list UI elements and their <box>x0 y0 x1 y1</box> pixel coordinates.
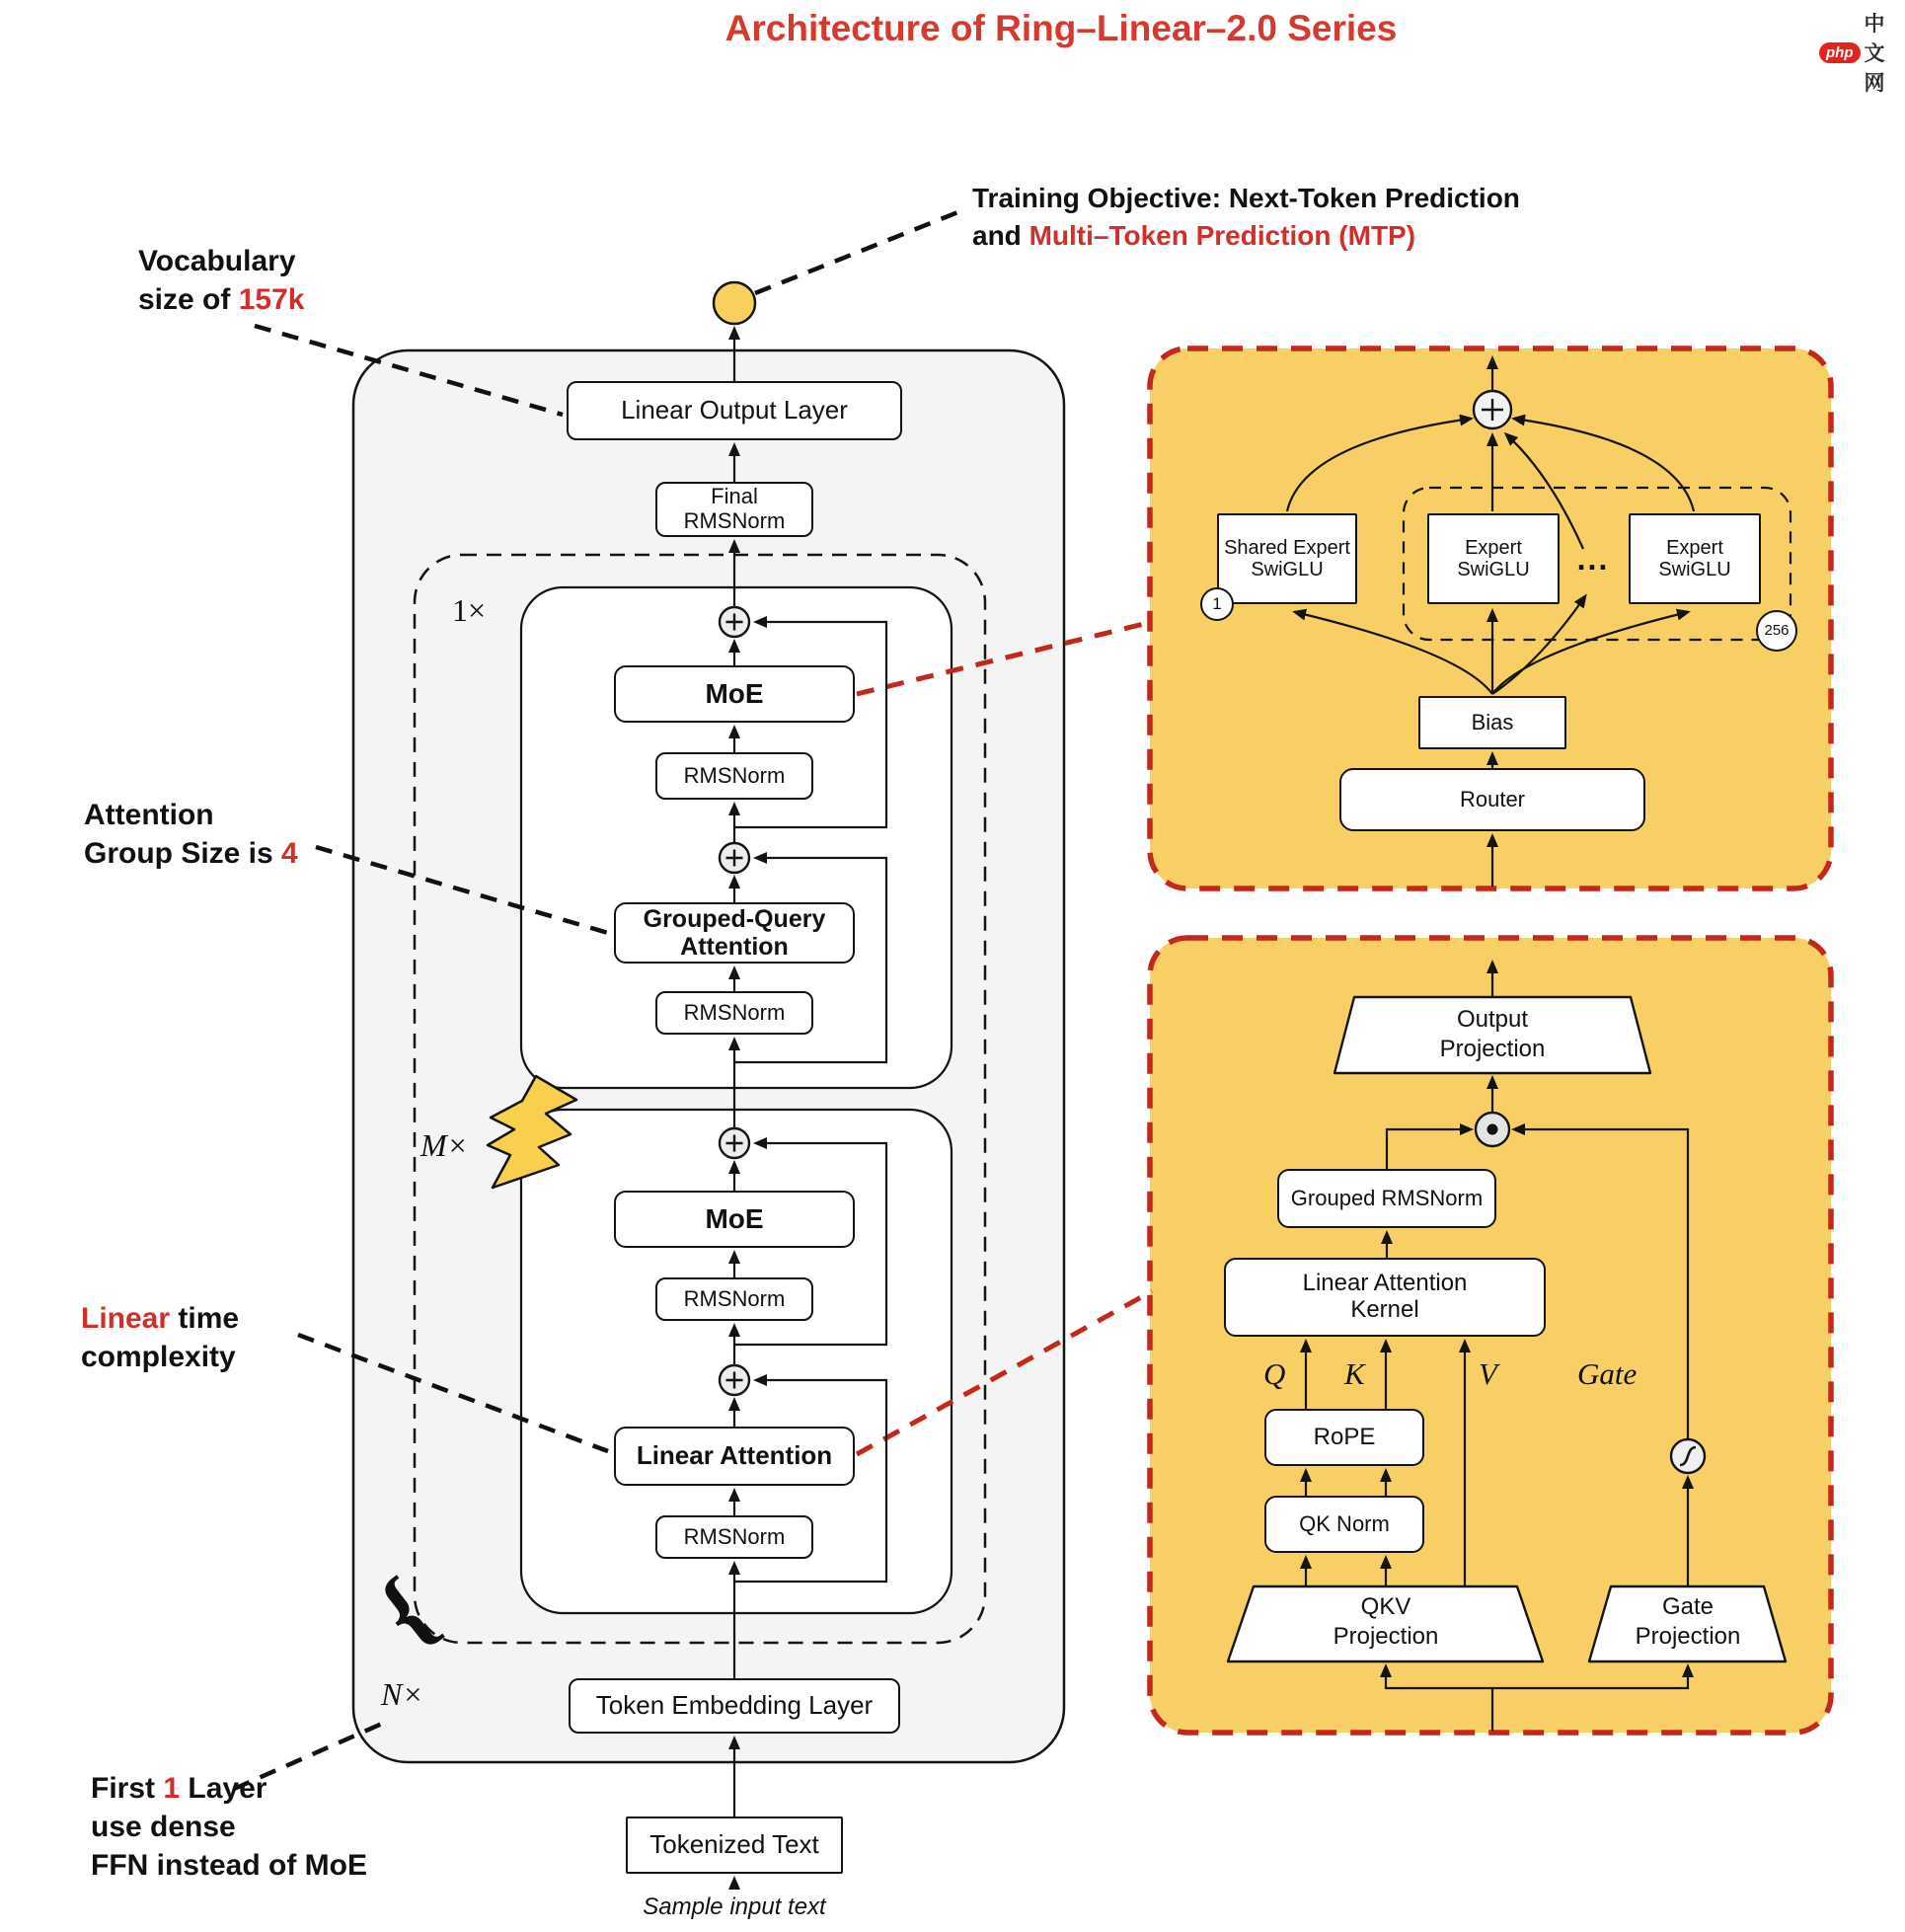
objective-connector <box>755 209 965 293</box>
router-box: Router <box>1339 768 1645 831</box>
tokenized-text-box: Tokenized Text <box>626 1816 843 1874</box>
moe-box-top: MoE <box>614 665 855 723</box>
page-title: Architecture of Ring–Linear–2.0 Series <box>724 8 1398 48</box>
gate-projection-label: Gate Projection <box>1635 1593 1741 1650</box>
expert-count-first-badge: 1 <box>1200 587 1234 621</box>
gate-label: Gate <box>1577 1356 1638 1391</box>
output-projection-label: Output Projection <box>1439 1006 1546 1062</box>
linear-attention-kernel-box: Linear Attention Kernel <box>1224 1258 1546 1337</box>
rmsnorm-box: RMSNorm <box>655 991 813 1035</box>
rmsnorm-box: RMSNorm <box>655 1277 813 1321</box>
token-embedding-layer-box: Token Embedding Layer <box>569 1678 900 1734</box>
logo-text: 中文网 <box>1864 13 1885 95</box>
qkv-projection-label: QKV Projection <box>1333 1593 1439 1650</box>
q-label: Q <box>1263 1356 1286 1391</box>
grouped-query-attention-box: Grouped-Query Attention <box>614 902 855 964</box>
rmsnorm-box: RMSNorm <box>655 1515 813 1559</box>
final-rmsnorm-box: Final RMSNorm <box>655 482 813 537</box>
expert-swiglu-box: Expert SwiGLU <box>1427 513 1560 604</box>
sigmoid-icon <box>1671 1439 1705 1473</box>
elementwise-product-icon <box>1476 1113 1509 1146</box>
site-logo <box>1819 8 1905 97</box>
add-icon <box>720 843 749 873</box>
bias-box: Bias <box>1418 696 1566 749</box>
multiplier-mx-label: M× <box>420 1127 469 1163</box>
brace-icon: { <box>358 1557 453 1664</box>
expert-swiglu-box: Expert SwiGLU <box>1629 513 1761 604</box>
add-icon <box>720 1128 749 1158</box>
shared-expert-swiglu-box: Shared Expert SwiGLU <box>1217 513 1357 604</box>
sample-input-label: Sample input text <box>643 1893 826 1920</box>
linear-output-layer-box: Linear Output Layer <box>567 381 902 440</box>
linear-time-note: Linear time complexity <box>81 1302 240 1373</box>
v-label: V <box>1479 1356 1497 1391</box>
training-objective-note <box>972 180 1520 255</box>
grouped-rmsnorm-box: Grouped RMSNorm <box>1277 1169 1496 1228</box>
add-icon <box>720 607 749 637</box>
qk-norm-box: QK Norm <box>1264 1496 1424 1553</box>
linear-attention-box: Linear Attention <box>614 1427 855 1486</box>
rope-box: RoPE <box>1264 1409 1424 1466</box>
add-icon <box>720 1365 749 1395</box>
php-logo-icon: php <box>1819 42 1861 63</box>
training-objective-line1: Training Objective: Next-Token Prediction <box>972 183 1520 213</box>
rmsnorm-box: RMSNorm <box>655 752 813 800</box>
output-node-icon <box>714 282 755 324</box>
multiplier-1x-label: 1× <box>452 592 487 628</box>
attention-group-note: Attention Group Size is 4 <box>84 799 298 870</box>
k-label: K <box>1344 1356 1365 1391</box>
first-layer-note: First 1 Layer use dense FFN instead of MoE <box>91 1772 367 1882</box>
multiplier-nx-label: N× <box>381 1676 423 1712</box>
more-experts-ellipsis: ... <box>1576 541 1610 577</box>
moe-panel-add-icon <box>1474 391 1511 428</box>
expert-count-last-badge: 256 <box>1756 610 1797 652</box>
training-objective-line2: and Multi–Token Prediction (MTP) <box>972 219 1416 251</box>
moe-box-bottom: MoE <box>614 1191 855 1248</box>
vocabulary-note: Vocabulary size of 157k <box>138 245 305 316</box>
